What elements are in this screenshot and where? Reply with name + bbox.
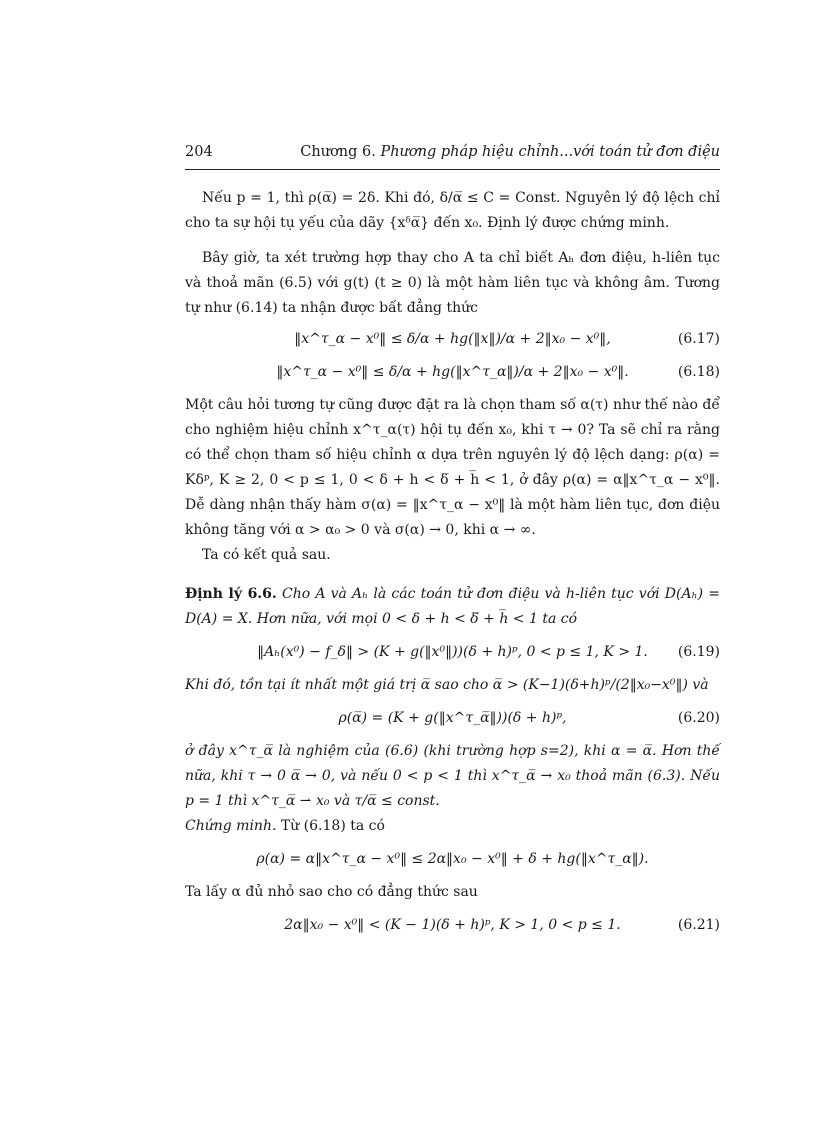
equation-6-20-label: (6.20) <box>677 710 720 726</box>
equation-proof <box>185 847 720 872</box>
running-header <box>185 140 720 170</box>
theorem-title: Định lý 6.6. <box>185 586 277 602</box>
proof-intro-text: Từ (6.18) ta có <box>280 818 385 834</box>
equation-6-18-label: (6.18) <box>677 364 720 380</box>
chapter-heading <box>300 140 720 165</box>
equation-6-19 <box>185 640 720 665</box>
paper-page <box>185 140 720 946</box>
page-number: 204 <box>185 144 213 160</box>
equation-6-17 <box>185 327 720 352</box>
equation-6-19-expr: ‖Aₕ(x⁰) − f_δ‖ > (K + g(‖x⁰‖))(δ + h)ᵖ, 0 < p ≤ 1, K > 1. <box>257 644 648 660</box>
proof-after: Ta lấy α đủ nhỏ sao cho có đẳng thức sau <box>185 884 478 900</box>
chapter-title: Phương pháp hiệu chỉnh...với toán tử đơn điệu <box>380 144 720 160</box>
equation-6-19-label: (6.19) <box>677 644 720 660</box>
theorem-body-3: ở đây x^τ_α̅ là nghiệm của (6.6) (khi trường hợp s=2), khi α = α̅. Hơn thế nữa, khi τ → 0 α̅ → 0, và nếu 0 < p < 1 thì x^τ_α̅ → x₀ thoả mãn (6.3). Nếu p = 1 thì x^τ_α̅ ⇀ x₀ và τ/α̅ ≤ const. <box>185 743 720 809</box>
equation-6-18-expr: ‖x^τ_α − x⁰‖ ≤ δ/α + hg(‖x^τ_α‖)/α + 2‖x₀ − x⁰‖. <box>276 364 629 380</box>
paragraph-1: Nếu p = 1, thì ρ(α̅) = 2δ. Khi đó, δ/α̅ ≤ C = Const. Nguyên lý độ lệch chỉ cho ta sự hội tụ yếu của dãy {xᵟα̅} đến x₀. Định lý được chứng minh. <box>185 190 720 231</box>
equation-6-17-expr: ‖x^τ_α − x⁰‖ ≤ δ/α + hg(‖x‖)/α + 2‖x₀ − x⁰‖, <box>294 331 611 347</box>
equation-proof-expr: ρ(α) = α‖x^τ_α − x⁰‖ ≤ 2α‖x₀ − x⁰‖ + δ + hg(‖x^τ_α‖). <box>256 851 649 867</box>
theorem-body-2: Khi đó, tồn tại ít nhất một giá trị α̅ sao cho α̅ > (K−1)(δ+h)ᵖ/(2‖x₀−x⁰‖) và <box>185 677 709 693</box>
equation-6-17-label: (6.17) <box>677 331 720 347</box>
proof-label: Chứng minh. <box>185 818 277 834</box>
paragraph-2: Bây giờ, ta xét trường hợp thay cho A ta chỉ biết Aₕ đơn điệu, h-liên tục và thoả mãn (6.5) với g(t) (t ≥ 0) là một hàm liên tục và không âm. Tương tự như (6.14) ta nhận được bất đẳng thức <box>185 250 720 316</box>
theorem-body-1: Cho A và Aₕ là các toán tử đơn điệu và h-liên tục với D(Aₕ) = D(A) = X. Hơn nữa, với mọi 0 < δ + h < δ̅ + h̅ < 1 ta có <box>185 586 721 627</box>
paragraph-4: Ta có kết quả sau. <box>202 547 331 563</box>
paragraph-3: Một câu hỏi tương tự cũng được đặt ra là chọn tham số α(τ) như thế nào để cho nghiệm hiệu chỉnh x^τ_α(τ) hội tụ đến x₀, khi τ → 0? Ta sẽ chỉ ra rằng có thể chọn tham số hiệu chỉnh α dựa trên nguyên lý độ lệch dạng: ρ(α) = Kδᵖ, K ≥ 2, 0 < p ≤ 1, 0 < δ + h < δ̅ + h̅ < 1, ở đây ρ(α) = α‖x^τ_α − x⁰‖. Dễ dàng nhận thấy hàm σ(α) = ‖x^τ_α − x⁰‖ là một hàm liên tục, đơn điệu không tăng với α > α₀ > 0 và σ(α) → 0, khi α → ∞. <box>185 397 720 538</box>
chapter-label: Chương 6. <box>300 144 376 160</box>
equation-6-21-expr: 2α‖x₀ − x⁰‖ < (K − 1)(δ + h)ᵖ, K > 1, 0 < p ≤ 1. <box>284 917 621 933</box>
equation-6-21-label: (6.21) <box>677 917 720 933</box>
theorem-6-6 <box>185 582 720 632</box>
equation-6-21 <box>185 913 720 938</box>
equation-6-20 <box>185 706 720 731</box>
equation-6-20-expr: ρ(α̅) = (K + g(‖x^τ_α̅‖))(δ + h)ᵖ, <box>338 710 567 726</box>
proof-intro <box>185 814 720 839</box>
equation-6-18 <box>185 360 720 385</box>
